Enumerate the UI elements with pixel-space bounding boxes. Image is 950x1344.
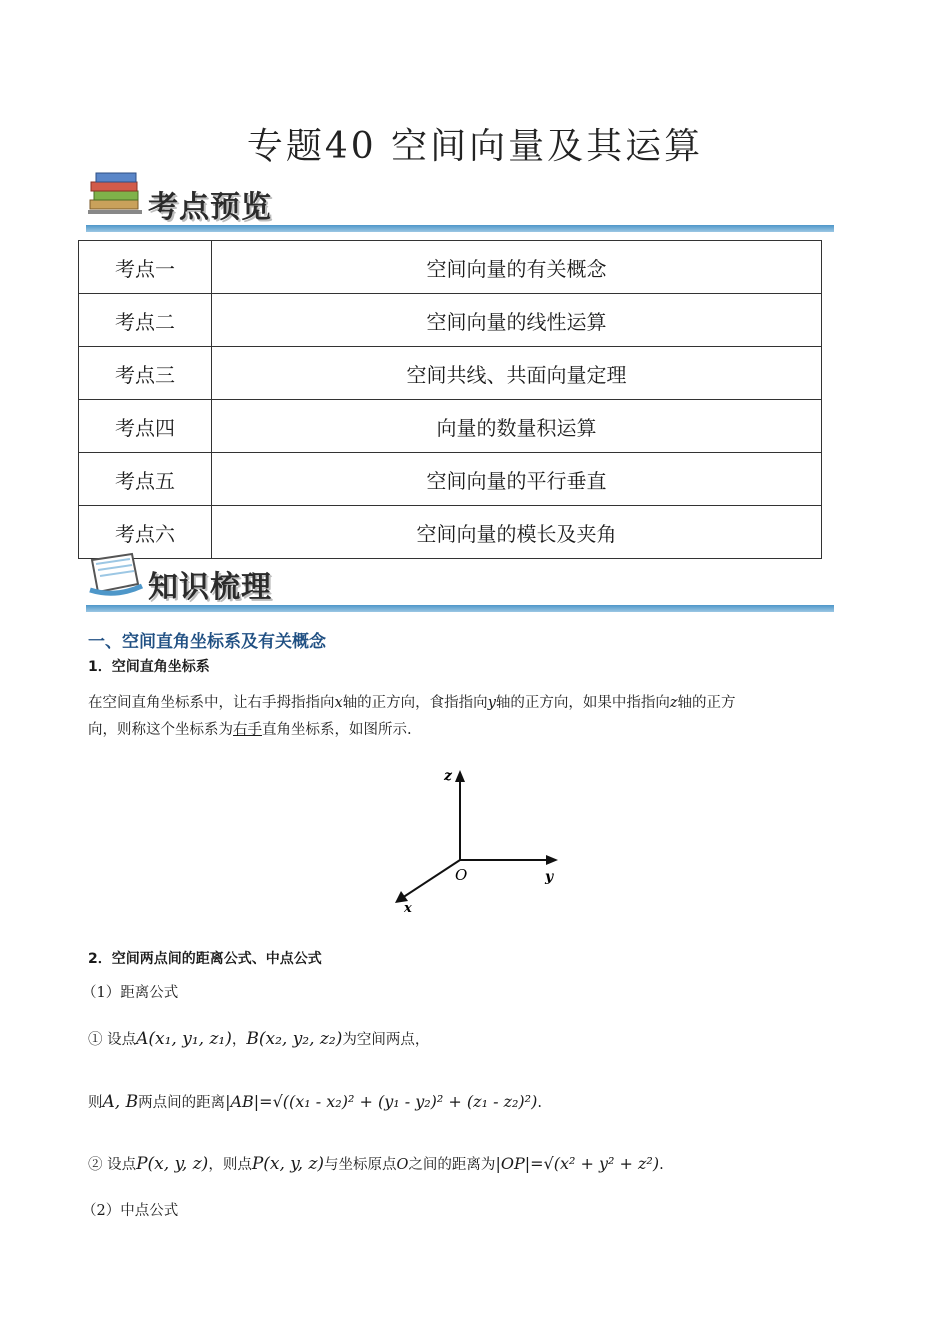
topic-key: 考点六 (79, 506, 212, 559)
paragraph-coordinate-system: 在空间直角坐标系中，让右手拇指指向x轴的正方向，食指指向y轴的正方向，如果中指指向z轴的正方 向，则称这个坐标系为右手直角坐标系，如图所示. (88, 695, 736, 738)
table-row (79, 294, 822, 347)
topic-title: 向量的数量积运算 (212, 400, 822, 453)
banner-bar (86, 605, 834, 612)
banner-knowledge (86, 546, 834, 612)
formula-op: |OP|=√(x² + y² + z²) (495, 1154, 660, 1173)
banner-label: 知识梳理 (148, 570, 272, 605)
table-row (79, 241, 822, 294)
books-icon (86, 170, 144, 216)
banner-preview (86, 166, 834, 232)
coordinate-axes-diagram (380, 760, 580, 920)
page-title: 专题40 空间向量及其运算 (246, 126, 704, 167)
banner-bar (86, 225, 834, 232)
topic-key: 考点二 (79, 294, 212, 347)
table-row (79, 453, 822, 506)
section-heading: 一、空间直角坐标系及有关概念 (88, 632, 326, 652)
subsection-heading: 1．空间直角坐标系 (88, 659, 210, 675)
topic-key: 考点五 (79, 453, 212, 506)
topic-key: 考点一 (79, 241, 212, 294)
paragraph-points: ① 设点A(x₁, y₁, z₁)，B(x₂, y₂, z₂)为空间两点， (88, 1029, 430, 1049)
banner-label: 考点预览 (148, 190, 272, 225)
x-label: x (404, 901, 412, 916)
topic-title: 空间向量的有关概念 (212, 241, 822, 294)
table-row (79, 347, 822, 400)
paragraph-distance-ab: 则A, B两点间的距离|AB|=√((x₁ - x₂)² + (y₁ - y₂)² + (z₁ - z₂)²). (88, 1092, 542, 1112)
topic-title: 空间向量的平行垂直 (212, 453, 822, 506)
item-heading: （2）中点公式 (82, 1203, 179, 1219)
y-label: y (545, 869, 554, 885)
topic-title: 空间向量的线性运算 (212, 294, 822, 347)
topic-key: 考点三 (79, 347, 212, 400)
paragraph-distance-op: ② 设点P(x, y, z)，则点P(x, y, z)与坐标原点O之间的距离为|OP|=√(x² + y² + z²). (88, 1154, 664, 1174)
origin-label: O (455, 866, 468, 884)
topics-table (78, 240, 822, 559)
subsection-heading: 2．空间两点间的距离公式、中点公式 (88, 951, 322, 967)
topic-title: 空间共线、共面向量定理 (212, 347, 822, 400)
topic-key: 考点四 (79, 400, 212, 453)
table-row (79, 400, 822, 453)
notebook-icon (86, 550, 144, 598)
formula-ab: |AB|=√((x₁ - x₂)² + (y₁ - y₂)² + (z₁ - z₂)²) (225, 1092, 538, 1111)
item-heading: （1）距离公式 (82, 985, 179, 1001)
x-axis (402, 860, 460, 898)
topic-title: 空间向量的模长及夹角 (212, 506, 822, 559)
z-label: z (444, 768, 452, 784)
